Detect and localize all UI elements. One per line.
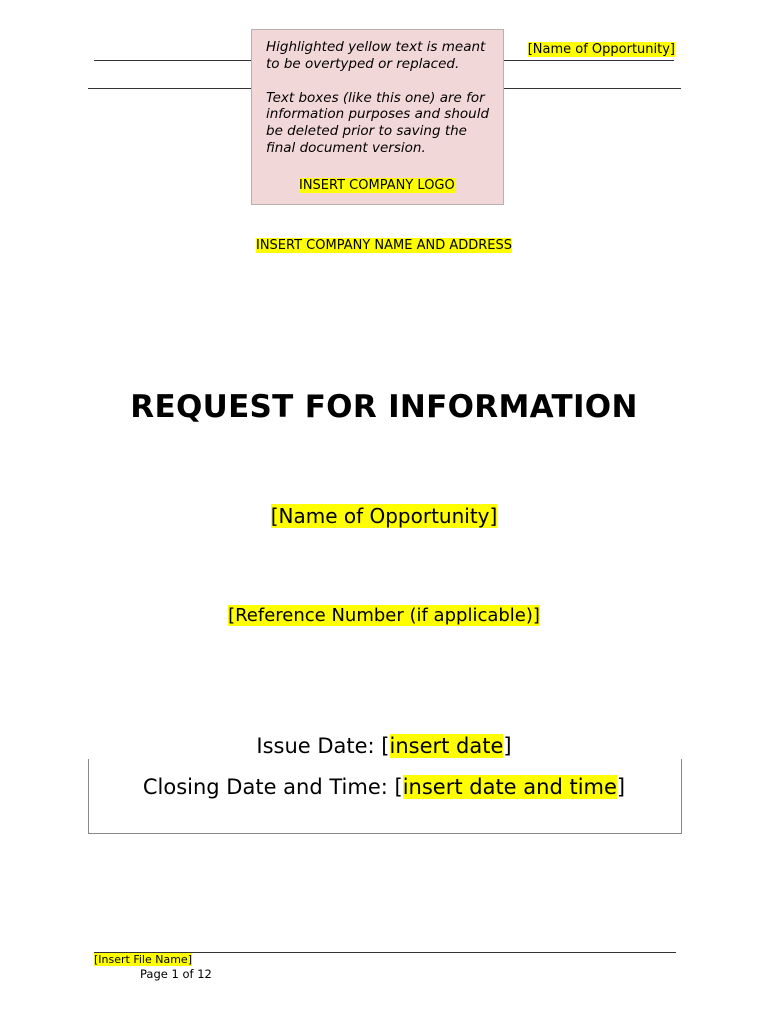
closing-date-time <box>0 773 768 801</box>
closing-date-close: ] <box>616 775 626 799</box>
reference-number <box>0 604 768 628</box>
company-logo-text: INSERT COMPANY LOGO <box>299 178 455 193</box>
header-opportunity-text: [Name of Opportunity] <box>527 42 675 57</box>
info-paragraph-highlight: Highlighted yellow text is meant to be overtyped or replaced. <box>266 39 486 72</box>
document-title: REQUEST FOR INFORMATION <box>130 389 638 425</box>
header-opportunity-name <box>528 42 675 58</box>
closing-date-value: insert date and time <box>402 775 617 799</box>
company-address-text: INSERT COMPANY NAME AND ADDRESS <box>255 238 512 253</box>
info-paragraph-text-boxes: Text boxes (like this one) are for information purposes and should be deleted prior to saving the final document version. <box>266 89 490 156</box>
issue-date-label: Issue Date: [ <box>256 734 390 758</box>
issue-date-close: ] <box>503 734 512 758</box>
issue-date <box>0 732 768 760</box>
opportunity-name-text: [Name of Opportunity] <box>270 504 498 528</box>
footer-file-name <box>94 953 192 966</box>
company-logo-placeholder <box>299 178 455 194</box>
company-name-address <box>0 238 768 254</box>
issue-date-value: insert date <box>389 734 504 758</box>
footer-file-name-text: [Insert File Name] <box>94 953 192 966</box>
footer-page-number: Page 1 of 12 <box>140 967 212 981</box>
closing-date-label: Closing Date and Time: [ <box>142 775 403 799</box>
opportunity-name <box>0 503 768 529</box>
reference-number-text: [Reference Number (if applicable)] <box>228 605 540 626</box>
